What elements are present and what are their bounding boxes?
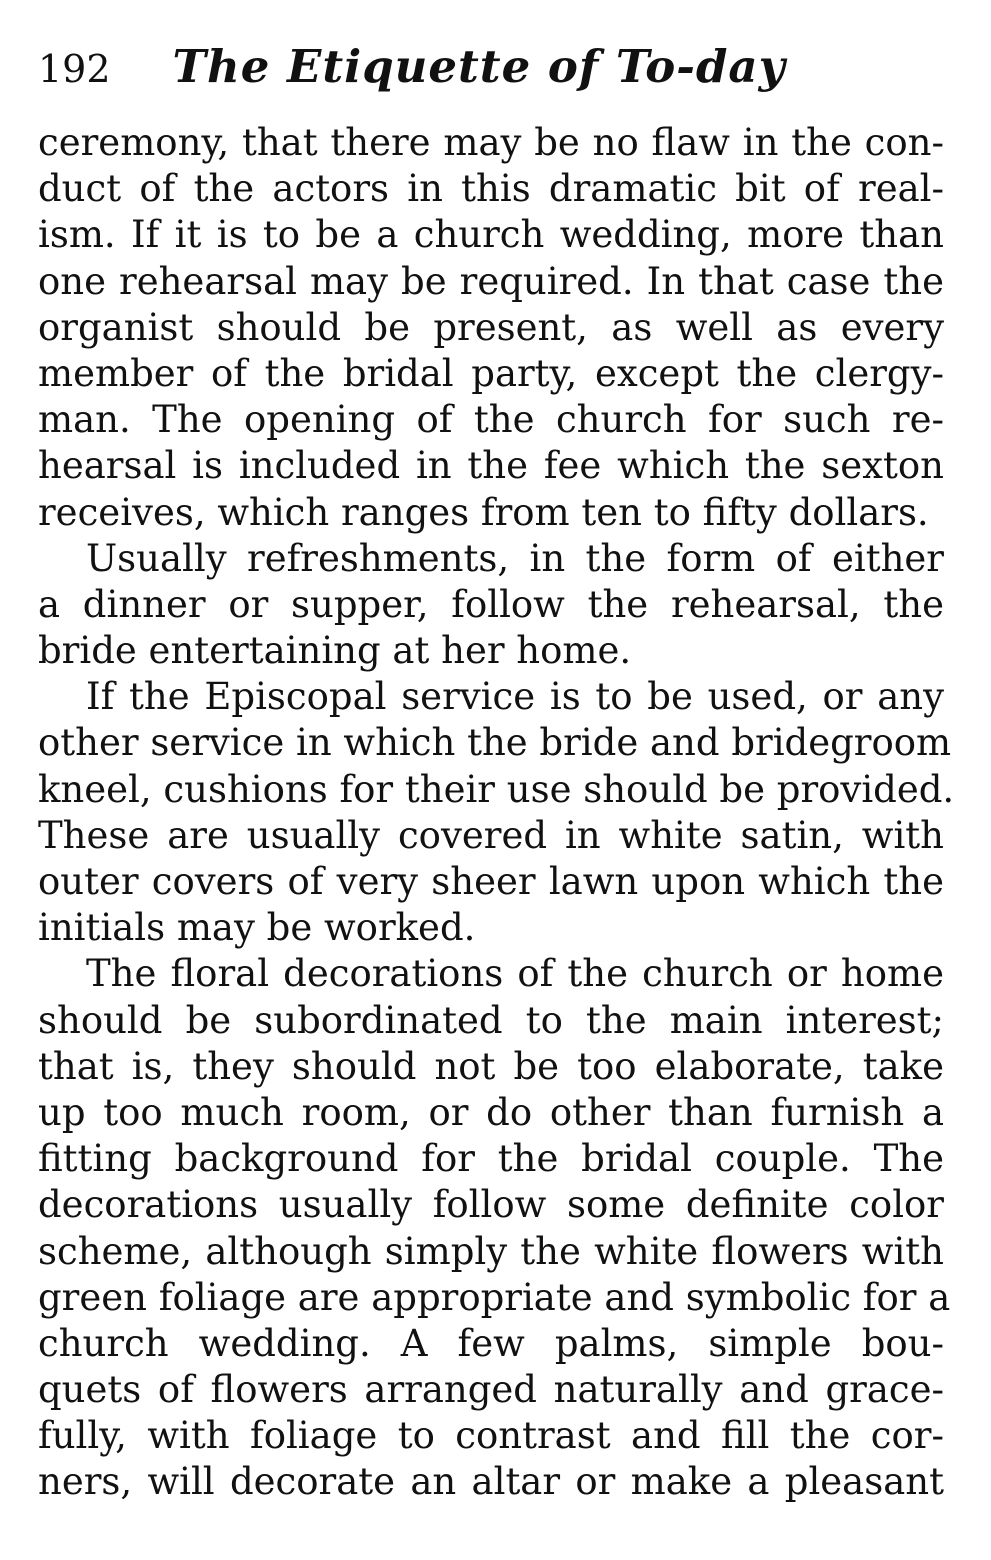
- text-line: green foliage are appropriate and symbolic for a: [38, 1275, 951, 1319]
- text-line: initials may be worked.: [38, 906, 476, 950]
- text-line: These are usually covered in white satin, with: [38, 813, 944, 857]
- text-line: organist should be present, as well as every: [38, 305, 944, 349]
- text-line: one rehearsal may be required. In that case the: [38, 259, 944, 303]
- text-line: fitting background for the bridal couple. The: [38, 1137, 944, 1181]
- text-line: ceremony, that there may be no flaw in the con-: [38, 121, 944, 164]
- book-page: [38, 40, 955, 1506]
- text-line: member of the bridal party, except the clergy-: [38, 351, 944, 395]
- text-line: scheme, although simply the white flowers with: [38, 1229, 944, 1273]
- text-line: church wedding. A few palms, simple bou-: [38, 1321, 944, 1365]
- text-line: outer covers of very sheer lawn upon which the: [38, 860, 944, 903]
- text-line: duct of the actors in this dramatic bit of real-: [38, 167, 944, 211]
- text-line: ism. If it is to be a church wedding, more than: [38, 213, 944, 257]
- text-line: ners, will decorate an altar or make a pleasant: [38, 1460, 944, 1504]
- text-line: man. The opening of the church for such re-: [38, 398, 944, 442]
- paragraph-first-line: If the Episcopal service is to be used, or any: [86, 675, 944, 719]
- text-line: fully, with foliage to contrast and fill the cor-: [38, 1414, 944, 1458]
- text-line: should be subordinated to the main interest;: [38, 998, 944, 1042]
- body-text: [38, 120, 955, 1506]
- paragraph-first-line: The floral decorations of the church or home: [86, 952, 944, 996]
- text-line: decorations usually follow some definite color: [38, 1183, 944, 1227]
- paragraph-first-line: Usually refreshments, in the form of either: [86, 536, 944, 580]
- text-line: bride entertaining at her home.: [38, 629, 632, 673]
- running-title: The Etiquette of To-day: [172, 40, 786, 93]
- text-line: up too much room, or do other than furnish a: [38, 1090, 944, 1134]
- text-line: other service in which the bride and bridegroom: [38, 721, 952, 765]
- page-header: [38, 40, 944, 120]
- page-number: 192: [38, 47, 111, 91]
- text-line: hearsal is included in the fee which the sexton: [38, 444, 944, 488]
- text-line: that is, they should not be too elaborate, take: [38, 1044, 944, 1088]
- text-line: quets of flowers arranged naturally and grace-: [38, 1368, 944, 1412]
- text-line: receives, which ranges from ten to fifty dollars.: [38, 490, 929, 534]
- text-line: a dinner or supper, follow the rehearsal, the: [38, 582, 944, 626]
- text-line: kneel, cushions for their use should be provided.: [38, 767, 955, 811]
